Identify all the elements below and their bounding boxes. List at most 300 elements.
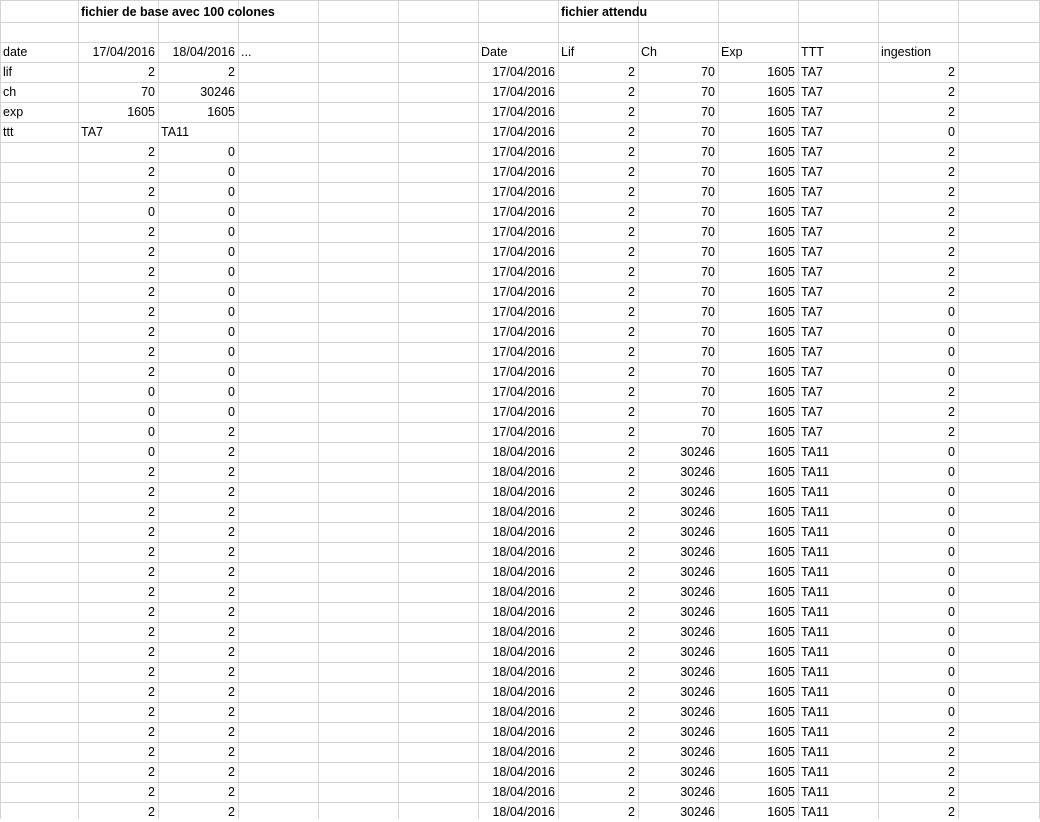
right-data-cell[interactable]: 70 <box>701 185 715 199</box>
left-data-cell[interactable]: 0 <box>148 205 155 219</box>
right-data-cell[interactable]: 1605 <box>767 205 795 219</box>
right-data-cell[interactable]: 0 <box>948 365 955 379</box>
right-data-cell[interactable]: 30246 <box>680 685 715 699</box>
right-data-cell[interactable]: 2 <box>628 185 635 199</box>
right-data-cell[interactable]: 17/04/2016 <box>492 265 555 279</box>
right-data-cell[interactable]: 18/04/2016 <box>492 565 555 579</box>
right-data-cell[interactable]: TA7 <box>801 385 823 399</box>
right-data-cell[interactable]: 1605 <box>767 505 795 519</box>
left-data-cell[interactable]: 2 <box>148 565 155 579</box>
right-data-cell[interactable]: 1605 <box>767 665 795 679</box>
right-data-cell[interactable]: TA11 <box>801 705 830 719</box>
right-data-cell[interactable]: 17/04/2016 <box>492 125 555 139</box>
right-data-cell[interactable]: 2 <box>948 105 955 119</box>
right-data-cell[interactable]: 0 <box>948 585 955 599</box>
left-header-cell[interactable]: 1605 <box>207 105 235 119</box>
right-data-cell[interactable]: 2 <box>948 245 955 259</box>
right-data-cell[interactable]: 18/04/2016 <box>492 665 555 679</box>
right-data-cell[interactable]: 1605 <box>767 385 795 399</box>
right-data-cell[interactable]: 18/04/2016 <box>492 605 555 619</box>
left-data-cell[interactable]: 2 <box>148 605 155 619</box>
left-data-cell[interactable]: 2 <box>148 305 155 319</box>
right-data-cell[interactable]: TA7 <box>801 425 823 439</box>
right-data-cell[interactable]: 17/04/2016 <box>492 305 555 319</box>
right-data-cell[interactable]: 30246 <box>680 465 715 479</box>
right-data-cell[interactable]: TA7 <box>801 245 823 259</box>
right-data-cell[interactable]: TA7 <box>801 65 823 79</box>
right-data-cell[interactable]: 2 <box>948 65 955 79</box>
left-data-cell[interactable]: 2 <box>148 265 155 279</box>
right-data-cell[interactable]: TA7 <box>801 105 823 119</box>
right-data-cell[interactable]: 2 <box>628 325 635 339</box>
left-header-cell[interactable]: 2 <box>148 65 155 79</box>
right-data-cell[interactable]: TA11 <box>801 645 830 659</box>
right-data-cell[interactable]: TA11 <box>801 745 830 759</box>
right-data-cell[interactable]: 2 <box>628 305 635 319</box>
right-data-cell[interactable]: 2 <box>628 725 635 739</box>
right-data-cell[interactable]: 2 <box>628 225 635 239</box>
right-data-cell[interactable]: 70 <box>701 265 715 279</box>
left-data-cell[interactable]: 2 <box>228 465 235 479</box>
left-data-cell[interactable]: 2 <box>228 445 235 459</box>
row-label[interactable]: ch <box>3 85 17 99</box>
right-data-cell[interactable]: 1605 <box>767 525 795 539</box>
right-data-cell[interactable]: 30246 <box>680 485 715 499</box>
left-header-cell[interactable]: 18/04/2016 <box>172 45 235 59</box>
left-data-cell[interactable]: 2 <box>148 185 155 199</box>
left-data-cell[interactable]: 0 <box>148 445 155 459</box>
left-data-cell[interactable]: 0 <box>228 405 235 419</box>
right-data-cell[interactable]: 30246 <box>680 605 715 619</box>
right-data-cell[interactable]: TA11 <box>801 585 830 599</box>
right-data-cell[interactable]: 70 <box>701 285 715 299</box>
right-data-cell[interactable]: 70 <box>701 65 715 79</box>
right-data-cell[interactable]: 1605 <box>767 245 795 259</box>
right-data-cell[interactable]: TA11 <box>801 485 830 499</box>
right-data-cell[interactable]: 17/04/2016 <box>492 425 555 439</box>
right-data-cell[interactable]: 30246 <box>680 645 715 659</box>
right-data-cell[interactable]: 2 <box>628 465 635 479</box>
right-data-cell[interactable]: 1605 <box>767 605 795 619</box>
left-data-cell[interactable]: 2 <box>148 705 155 719</box>
right-data-cell[interactable]: 17/04/2016 <box>492 145 555 159</box>
right-data-cell[interactable]: 18/04/2016 <box>492 645 555 659</box>
right-data-cell[interactable]: 70 <box>701 245 715 259</box>
right-header-cell[interactable]: ingestion <box>881 45 932 59</box>
right-data-cell[interactable]: 2 <box>628 345 635 359</box>
right-data-cell[interactable]: 2 <box>628 65 635 79</box>
right-data-cell[interactable]: 0 <box>948 445 955 459</box>
right-data-cell[interactable]: 2 <box>628 605 635 619</box>
right-data-cell[interactable]: 1605 <box>767 805 795 819</box>
right-data-cell[interactable]: 2 <box>948 725 955 739</box>
right-data-cell[interactable]: 30246 <box>680 625 715 639</box>
right-data-cell[interactable]: 0 <box>948 485 955 499</box>
right-data-cell[interactable]: 1605 <box>767 425 795 439</box>
left-data-cell[interactable]: 0 <box>228 245 235 259</box>
left-data-cell[interactable]: 2 <box>228 685 235 699</box>
right-data-cell[interactable]: 18/04/2016 <box>492 585 555 599</box>
left-data-cell[interactable]: 2 <box>148 685 155 699</box>
right-data-cell[interactable]: 18/04/2016 <box>492 705 555 719</box>
right-data-cell[interactable]: 30246 <box>680 545 715 559</box>
right-data-cell[interactable]: 2 <box>948 225 955 239</box>
right-data-cell[interactable]: 18/04/2016 <box>492 785 555 799</box>
right-data-cell[interactable]: TA7 <box>801 325 823 339</box>
right-data-cell[interactable]: 18/04/2016 <box>492 745 555 759</box>
left-header-cell[interactable]: ... <box>241 45 252 59</box>
right-data-cell[interactable]: 2 <box>948 285 955 299</box>
right-data-cell[interactable]: 0 <box>948 345 955 359</box>
right-data-cell[interactable]: 1605 <box>767 365 795 379</box>
right-data-cell[interactable]: 18/04/2016 <box>492 685 555 699</box>
right-data-cell[interactable]: 2 <box>948 185 955 199</box>
right-data-cell[interactable]: 30246 <box>680 565 715 579</box>
right-data-cell[interactable]: 2 <box>628 565 635 579</box>
left-data-cell[interactable]: 0 <box>228 185 235 199</box>
left-data-cell[interactable]: 2 <box>148 665 155 679</box>
right-data-cell[interactable]: 70 <box>701 85 715 99</box>
right-data-cell[interactable]: 1605 <box>767 65 795 79</box>
right-data-cell[interactable]: 1605 <box>767 125 795 139</box>
row-label[interactable]: exp <box>3 105 24 119</box>
left-data-cell[interactable]: 2 <box>228 805 235 819</box>
right-data-cell[interactable]: 0 <box>948 525 955 539</box>
left-header-cell[interactable]: 30246 <box>200 85 235 99</box>
right-data-cell[interactable]: 1605 <box>767 325 795 339</box>
right-data-cell[interactable]: 2 <box>628 425 635 439</box>
right-data-cell[interactable]: 1605 <box>767 485 795 499</box>
right-header-cell[interactable]: Exp <box>721 45 743 59</box>
right-data-cell[interactable]: 0 <box>948 325 955 339</box>
right-data-cell[interactable]: 17/04/2016 <box>492 185 555 199</box>
right-data-cell[interactable]: 30246 <box>680 785 715 799</box>
right-data-cell[interactable]: TA11 <box>801 665 830 679</box>
left-data-cell[interactable]: 0 <box>228 225 235 239</box>
right-data-cell[interactable]: 2 <box>628 265 635 279</box>
right-data-cell[interactable]: 2 <box>628 125 635 139</box>
left-data-cell[interactable]: 2 <box>228 705 235 719</box>
right-data-cell[interactable]: 1605 <box>767 85 795 99</box>
left-data-cell[interactable]: 2 <box>148 505 155 519</box>
right-data-cell[interactable]: 0 <box>948 645 955 659</box>
right-data-cell[interactable]: 1605 <box>767 225 795 239</box>
left-data-cell[interactable]: 0 <box>228 385 235 399</box>
right-data-cell[interactable]: TA7 <box>801 345 823 359</box>
right-data-cell[interactable]: 17/04/2016 <box>492 285 555 299</box>
right-data-cell[interactable]: 1605 <box>767 685 795 699</box>
right-data-cell[interactable]: 30246 <box>680 525 715 539</box>
row-label[interactable]: date <box>3 45 28 59</box>
right-data-cell[interactable]: 17/04/2016 <box>492 165 555 179</box>
right-data-cell[interactable]: 2 <box>628 205 635 219</box>
right-data-cell[interactable]: 1605 <box>767 645 795 659</box>
right-data-cell[interactable]: 18/04/2016 <box>492 625 555 639</box>
right-data-cell[interactable]: 2 <box>628 445 635 459</box>
right-data-cell[interactable]: 2 <box>628 105 635 119</box>
right-data-cell[interactable]: 18/04/2016 <box>492 465 555 479</box>
right-data-cell[interactable]: 0 <box>948 545 955 559</box>
right-data-cell[interactable]: TA11 <box>801 525 830 539</box>
right-data-cell[interactable]: 70 <box>701 145 715 159</box>
right-data-cell[interactable]: TA11 <box>801 685 830 699</box>
left-data-cell[interactable]: 0 <box>228 365 235 379</box>
left-header-cell[interactable]: TA11 <box>161 125 190 139</box>
right-data-cell[interactable]: 2 <box>628 785 635 799</box>
right-data-cell[interactable]: 17/04/2016 <box>492 385 555 399</box>
left-table-title[interactable]: fichier de base avec 100 colones <box>81 5 275 19</box>
right-data-cell[interactable]: TA11 <box>801 445 830 459</box>
right-data-cell[interactable]: 0 <box>948 125 955 139</box>
right-data-cell[interactable]: 0 <box>948 565 955 579</box>
left-data-cell[interactable]: 2 <box>228 505 235 519</box>
left-data-cell[interactable]: 2 <box>148 465 155 479</box>
right-data-cell[interactable]: 2 <box>628 745 635 759</box>
right-data-cell[interactable]: 0 <box>948 705 955 719</box>
right-data-cell[interactable]: 30246 <box>680 745 715 759</box>
right-data-cell[interactable]: 1605 <box>767 185 795 199</box>
right-table-title[interactable]: fichier attendu <box>561 5 648 19</box>
right-header-cell[interactable]: Date <box>481 45 508 59</box>
left-data-cell[interactable]: 2 <box>148 585 155 599</box>
right-data-cell[interactable]: TA11 <box>801 725 830 739</box>
right-data-cell[interactable]: 1605 <box>767 545 795 559</box>
right-data-cell[interactable]: TA7 <box>801 85 823 99</box>
right-data-cell[interactable]: 18/04/2016 <box>492 445 555 459</box>
right-data-cell[interactable]: 0 <box>948 465 955 479</box>
right-data-cell[interactable]: 70 <box>701 165 715 179</box>
right-data-cell[interactable]: TA11 <box>801 765 830 779</box>
right-data-cell[interactable]: 1605 <box>767 165 795 179</box>
left-data-cell[interactable]: 2 <box>228 765 235 779</box>
right-data-cell[interactable]: 2 <box>628 665 635 679</box>
right-data-cell[interactable]: 2 <box>628 545 635 559</box>
left-data-cell[interactable]: 2 <box>228 485 235 499</box>
right-data-cell[interactable]: 18/04/2016 <box>492 505 555 519</box>
right-data-cell[interactable]: 70 <box>701 305 715 319</box>
right-data-cell[interactable]: TA7 <box>801 185 823 199</box>
right-data-cell[interactable]: 1605 <box>767 445 795 459</box>
right-header-cell[interactable]: Ch <box>641 45 657 59</box>
left-data-cell[interactable]: 0 <box>228 345 235 359</box>
right-header-cell[interactable]: TTT <box>801 45 824 59</box>
right-data-cell[interactable]: 2 <box>948 785 955 799</box>
right-data-cell[interactable]: 17/04/2016 <box>492 85 555 99</box>
left-data-cell[interactable]: 2 <box>228 605 235 619</box>
left-data-cell[interactable]: 2 <box>148 745 155 759</box>
row-label[interactable]: lif <box>3 65 13 79</box>
right-data-cell[interactable]: 1605 <box>767 305 795 319</box>
right-data-cell[interactable]: 1605 <box>767 105 795 119</box>
right-data-cell[interactable]: 2 <box>948 405 955 419</box>
right-data-cell[interactable]: TA11 <box>801 465 830 479</box>
right-data-cell[interactable]: 30246 <box>680 725 715 739</box>
left-header-cell[interactable]: 70 <box>141 85 155 99</box>
right-data-cell[interactable]: 0 <box>948 685 955 699</box>
right-data-cell[interactable]: 1605 <box>767 765 795 779</box>
left-data-cell[interactable]: 2 <box>148 785 155 799</box>
right-data-cell[interactable]: 1605 <box>767 145 795 159</box>
right-data-cell[interactable]: 1605 <box>767 625 795 639</box>
left-data-cell[interactable]: 2 <box>148 245 155 259</box>
right-data-cell[interactable]: 2 <box>948 165 955 179</box>
right-data-cell[interactable]: 1605 <box>767 285 795 299</box>
right-data-cell[interactable]: 2 <box>628 85 635 99</box>
right-data-cell[interactable]: 70 <box>701 345 715 359</box>
left-data-cell[interactable]: 2 <box>148 765 155 779</box>
right-data-cell[interactable]: 2 <box>628 485 635 499</box>
left-data-cell[interactable]: 2 <box>228 585 235 599</box>
right-data-cell[interactable]: 1605 <box>767 745 795 759</box>
right-data-cell[interactable]: 70 <box>701 385 715 399</box>
right-data-cell[interactable]: 1605 <box>767 405 795 419</box>
right-data-cell[interactable]: TA7 <box>801 405 823 419</box>
right-data-cell[interactable]: 17/04/2016 <box>492 405 555 419</box>
left-data-cell[interactable]: 0 <box>228 145 235 159</box>
left-data-cell[interactable]: 2 <box>228 665 235 679</box>
left-data-cell[interactable]: 2 <box>228 725 235 739</box>
left-data-cell[interactable]: 2 <box>228 545 235 559</box>
right-data-cell[interactable]: TA11 <box>801 785 830 799</box>
left-header-cell[interactable]: 2 <box>228 65 235 79</box>
right-data-cell[interactable]: TA7 <box>801 125 823 139</box>
right-data-cell[interactable]: 2 <box>948 385 955 399</box>
left-data-cell[interactable]: 2 <box>148 145 155 159</box>
right-data-cell[interactable]: 30246 <box>680 765 715 779</box>
right-data-cell[interactable]: 0 <box>948 665 955 679</box>
right-data-cell[interactable]: 70 <box>701 405 715 419</box>
right-data-cell[interactable]: 2 <box>948 425 955 439</box>
right-data-cell[interactable]: 2 <box>948 85 955 99</box>
left-data-cell[interactable]: 2 <box>148 545 155 559</box>
right-data-cell[interactable]: 1605 <box>767 465 795 479</box>
right-header-cell[interactable]: Lif <box>561 45 575 59</box>
right-data-cell[interactable]: 17/04/2016 <box>492 105 555 119</box>
right-data-cell[interactable]: 2 <box>948 265 955 279</box>
right-data-cell[interactable]: 17/04/2016 <box>492 245 555 259</box>
right-data-cell[interactable]: 2 <box>948 765 955 779</box>
right-data-cell[interactable]: 70 <box>701 205 715 219</box>
right-data-cell[interactable]: 1605 <box>767 725 795 739</box>
left-data-cell[interactable]: 2 <box>148 365 155 379</box>
right-data-cell[interactable]: 70 <box>701 425 715 439</box>
left-data-cell[interactable]: 2 <box>228 785 235 799</box>
right-data-cell[interactable]: 1605 <box>767 785 795 799</box>
right-data-cell[interactable]: 17/04/2016 <box>492 205 555 219</box>
left-data-cell[interactable]: 0 <box>228 285 235 299</box>
right-data-cell[interactable]: 70 <box>701 125 715 139</box>
right-data-cell[interactable]: 2 <box>948 145 955 159</box>
left-data-cell[interactable]: 0 <box>148 425 155 439</box>
right-data-cell[interactable]: 2 <box>628 645 635 659</box>
right-data-cell[interactable]: 18/04/2016 <box>492 525 555 539</box>
right-data-cell[interactable]: 2 <box>628 385 635 399</box>
left-data-cell[interactable]: 2 <box>228 645 235 659</box>
right-data-cell[interactable]: TA11 <box>801 625 830 639</box>
right-data-cell[interactable]: 17/04/2016 <box>492 345 555 359</box>
right-data-cell[interactable]: 30246 <box>680 665 715 679</box>
left-data-cell[interactable]: 2 <box>148 625 155 639</box>
right-data-cell[interactable]: 18/04/2016 <box>492 805 555 819</box>
right-data-cell[interactable]: 2 <box>628 165 635 179</box>
left-data-cell[interactable]: 2 <box>148 165 155 179</box>
right-data-cell[interactable]: 17/04/2016 <box>492 225 555 239</box>
left-header-cell[interactable]: 1605 <box>127 105 155 119</box>
right-data-cell[interactable]: TA11 <box>801 545 830 559</box>
right-data-cell[interactable]: TA11 <box>801 565 830 579</box>
right-data-cell[interactable]: 2 <box>628 765 635 779</box>
left-data-cell[interactable]: 2 <box>148 525 155 539</box>
right-data-cell[interactable]: 2 <box>628 685 635 699</box>
right-data-cell[interactable]: 2 <box>948 805 955 819</box>
right-data-cell[interactable]: 70 <box>701 325 715 339</box>
left-data-cell[interactable]: 0 <box>228 305 235 319</box>
left-data-cell[interactable]: 0 <box>228 325 235 339</box>
left-data-cell[interactable]: 2 <box>148 645 155 659</box>
right-data-cell[interactable]: 2 <box>628 525 635 539</box>
right-data-cell[interactable]: 2 <box>628 505 635 519</box>
right-data-cell[interactable]: 1605 <box>767 585 795 599</box>
right-data-cell[interactable]: TA7 <box>801 365 823 379</box>
right-data-cell[interactable]: 17/04/2016 <box>492 365 555 379</box>
right-data-cell[interactable]: 2 <box>948 205 955 219</box>
right-data-cell[interactable]: 0 <box>948 605 955 619</box>
left-data-cell[interactable]: 2 <box>228 565 235 579</box>
right-data-cell[interactable]: 18/04/2016 <box>492 545 555 559</box>
right-data-cell[interactable]: 2 <box>628 625 635 639</box>
right-data-cell[interactable]: 70 <box>701 105 715 119</box>
right-data-cell[interactable]: 30246 <box>680 445 715 459</box>
left-data-cell[interactable]: 0 <box>148 385 155 399</box>
left-data-cell[interactable]: 2 <box>148 725 155 739</box>
right-data-cell[interactable]: 18/04/2016 <box>492 725 555 739</box>
right-data-cell[interactable]: 0 <box>948 505 955 519</box>
right-data-cell[interactable]: 1605 <box>767 705 795 719</box>
right-data-cell[interactable]: TA11 <box>801 605 830 619</box>
right-data-cell[interactable]: 17/04/2016 <box>492 325 555 339</box>
right-data-cell[interactable]: TA7 <box>801 145 823 159</box>
right-data-cell[interactable]: 70 <box>701 365 715 379</box>
right-data-cell[interactable]: 30246 <box>680 505 715 519</box>
left-data-cell[interactable]: 2 <box>148 485 155 499</box>
right-data-cell[interactable]: 1605 <box>767 565 795 579</box>
left-data-cell[interactable]: 2 <box>148 345 155 359</box>
right-data-cell[interactable]: 30246 <box>680 585 715 599</box>
right-data-cell[interactable]: 2 <box>628 285 635 299</box>
left-data-cell[interactable]: 0 <box>228 205 235 219</box>
right-data-cell[interactable]: TA7 <box>801 305 823 319</box>
left-header-cell[interactable]: 17/04/2016 <box>92 45 155 59</box>
left-data-cell[interactable]: 2 <box>148 285 155 299</box>
right-data-cell[interactable]: TA11 <box>801 505 830 519</box>
right-data-cell[interactable]: 2 <box>628 585 635 599</box>
right-data-cell[interactable]: 2 <box>628 245 635 259</box>
left-data-cell[interactable]: 2 <box>228 525 235 539</box>
right-data-cell[interactable]: 70 <box>701 225 715 239</box>
right-data-cell[interactable]: 18/04/2016 <box>492 485 555 499</box>
left-data-cell[interactable]: 2 <box>148 325 155 339</box>
right-data-cell[interactable]: 2 <box>628 365 635 379</box>
right-data-cell[interactable]: TA7 <box>801 165 823 179</box>
left-header-cell[interactable]: TA7 <box>81 125 103 139</box>
right-data-cell[interactable]: TA11 <box>801 805 830 819</box>
left-data-cell[interactable]: 2 <box>228 425 235 439</box>
right-data-cell[interactable]: 17/04/2016 <box>492 65 555 79</box>
right-data-cell[interactable]: 2 <box>948 745 955 759</box>
right-data-cell[interactable]: TA7 <box>801 285 823 299</box>
right-data-cell[interactable]: TA7 <box>801 265 823 279</box>
left-data-cell[interactable]: 0 <box>228 265 235 279</box>
